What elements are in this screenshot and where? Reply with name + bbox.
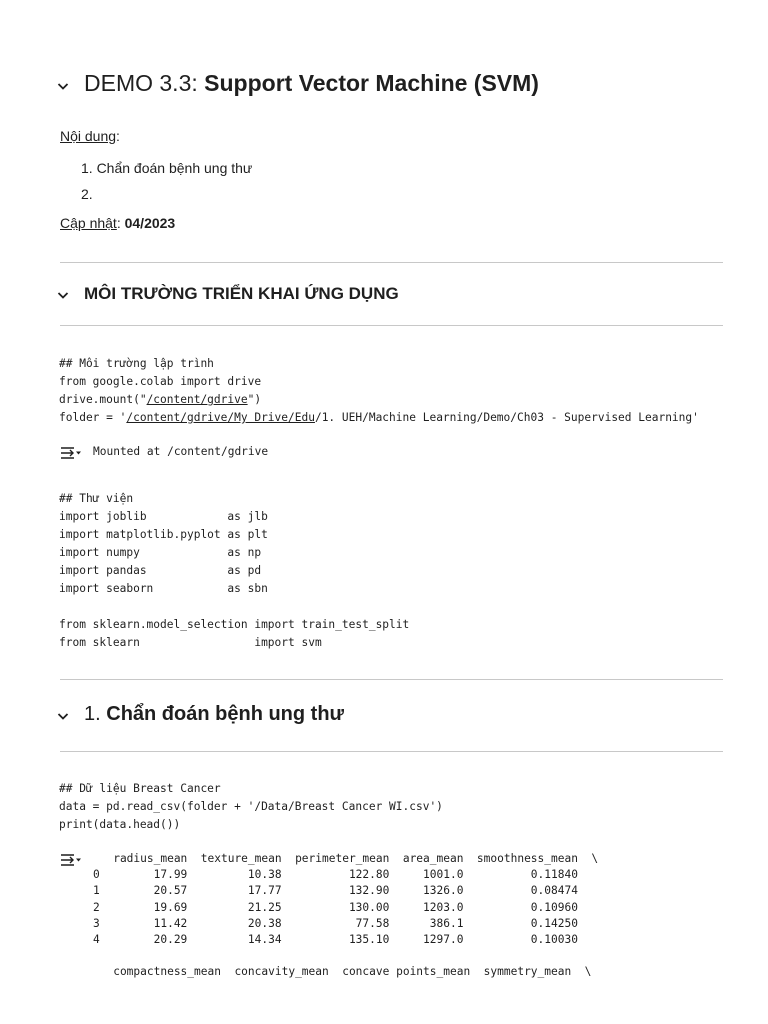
section-1-number: 1.: [84, 703, 107, 725]
chevron-down-icon[interactable]: [55, 287, 71, 303]
output-toggle-icon[interactable]: [60, 445, 82, 461]
code-fragment: /1. UEH/Machine Learning/Demo/Ch03 - Supervised Learning': [314, 411, 699, 424]
code-cell-imports[interactable]: ## Thư viện import joblib as jlb import matplotlib.pyplot as plt import numpy as np import pandas as pd import seaborn as sbn from sklearn.model_selection import train_test_split from sklearn import svm: [59, 492, 410, 649]
content-item-2: 2.: [81, 186, 93, 202]
updated-label: Cập nhật: [60, 215, 117, 231]
title-prefix: DEMO 3.3:: [84, 70, 205, 96]
code-fragment: folder = ': [59, 411, 127, 424]
output-toggle-icon[interactable]: [60, 852, 82, 868]
updated-line: [60, 215, 175, 231]
cell-divider: [60, 751, 723, 752]
code-cell-data[interactable]: ## Dữ liệu Breast Cancer data = pd.read_csv(folder + '/Data/Breast Cancer WI.csv') print(data.head()): [59, 782, 443, 831]
chevron-down-icon[interactable]: [55, 78, 71, 94]
title-bold: Support Vector Machine (SVM): [204, 70, 539, 96]
section-env-title: MÔI TRƯỜNG TRIỂN KHAI ỨNG DỤNG: [84, 284, 399, 303]
content-label-line: [60, 128, 120, 144]
cell-divider: [60, 679, 723, 680]
chevron-down-icon[interactable]: [55, 708, 71, 724]
cell-divider: [60, 262, 723, 263]
content-item-1: 1. Chẩn đoán bệnh ung thư: [81, 160, 253, 176]
content-label: Nội dung: [60, 128, 117, 144]
cell-divider: [60, 325, 723, 326]
code-fragment: "): [247, 393, 262, 406]
code-fragment: drive.mount(": [59, 393, 147, 406]
section-1-text: Chẩn đoán bệnh ung thư: [106, 703, 345, 725]
code-path-link[interactable]: /content/gdrive: [146, 393, 248, 406]
content-label-colon: :: [116, 128, 120, 144]
code-line: ## Môi trường lập trình: [59, 357, 214, 370]
code-path-link[interactable]: /content/gdrive/My Drive/Edu: [126, 411, 315, 424]
notebook-title: [84, 70, 539, 97]
code-line: from google.colab import drive: [59, 375, 262, 388]
code-cell-env[interactable]: [59, 355, 699, 427]
updated-value: 04/2023: [124, 215, 176, 231]
updated-sep: :: [116, 215, 125, 231]
cell-output: Mounted at /content/gdrive: [93, 445, 269, 458]
dataframe-output: radius_mean texture_mean perimeter_mean area_mean smoothness_mean \ 0 17.99 10.38 122.80 1001.0 0.11840 1 20.57 17.77 132.90 1326.0 0.08474 2 19.69 21.25 130.00 1203.0 0.10960 3 11.42 20.38 77.58 386.1 0.14250 4 20.29 14.34 135.10 1297.0 0.10030 compactness_mean concavity_mean concave points_mean symmetry_mean \: [93, 852, 599, 979]
section-1-title: [84, 703, 344, 726]
